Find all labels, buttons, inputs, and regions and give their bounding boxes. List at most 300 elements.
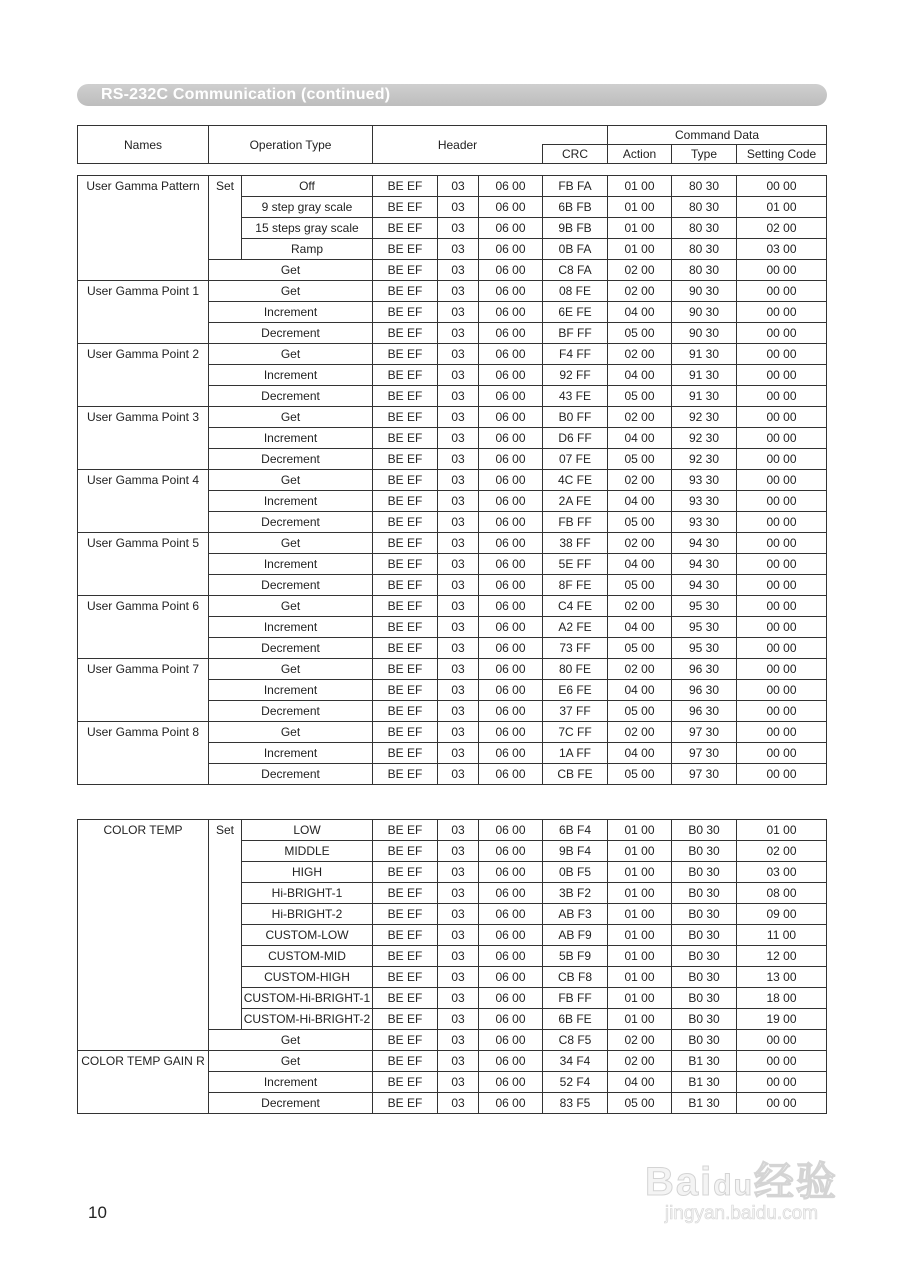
header-byte-2: 03 xyxy=(438,575,479,596)
operation: Increment xyxy=(209,743,373,764)
header-byte-1: BE EF xyxy=(373,323,438,344)
type: 93 30 xyxy=(672,512,737,533)
header-byte-1: BE EF xyxy=(373,344,438,365)
crc: 0B FA xyxy=(543,239,608,260)
type: 92 30 xyxy=(672,428,737,449)
header-byte-3: 06 00 xyxy=(479,575,543,596)
action: 05 00 xyxy=(608,323,672,344)
type: 94 30 xyxy=(672,554,737,575)
crc: C8 FA xyxy=(543,260,608,281)
setting-code: 00 00 xyxy=(737,365,827,386)
operation: Increment xyxy=(209,302,373,323)
type: B1 30 xyxy=(672,1072,737,1093)
type: B0 30 xyxy=(672,862,737,883)
type: 92 30 xyxy=(672,407,737,428)
setting-code: 08 00 xyxy=(737,883,827,904)
operation: Decrement xyxy=(209,449,373,470)
header-byte-3: 06 00 xyxy=(479,1072,543,1093)
header-byte-1: BE EF xyxy=(373,281,438,302)
header-byte-1: BE EF xyxy=(373,365,438,386)
header-byte-1: BE EF xyxy=(373,491,438,512)
header-byte-3: 06 00 xyxy=(479,638,543,659)
header-byte-1: BE EF xyxy=(373,449,438,470)
crc: A2 FE xyxy=(543,617,608,638)
baidu-watermark: Baidu经验 jingyan.baidu.com xyxy=(645,1160,838,1224)
operation: Hi-BRIGHT-2 xyxy=(242,904,373,925)
type: 80 30 xyxy=(672,260,737,281)
setting-code: 00 00 xyxy=(737,596,827,617)
header-byte-3: 06 00 xyxy=(479,386,543,407)
setting-code: 00 00 xyxy=(737,722,827,743)
operation: Decrement xyxy=(209,1093,373,1114)
setting-code: 00 00 xyxy=(737,323,827,344)
setting-code: 00 00 xyxy=(737,281,827,302)
header-byte-3: 06 00 xyxy=(479,1030,543,1051)
crc: 5E FF xyxy=(543,554,608,575)
action: 01 00 xyxy=(608,883,672,904)
table-row xyxy=(78,344,827,365)
header-byte-1: BE EF xyxy=(373,512,438,533)
command-name: User Gamma Point 7 xyxy=(78,659,209,722)
header-byte-2: 03 xyxy=(438,659,479,680)
header-byte-2: 03 xyxy=(438,1072,479,1093)
operation: Decrement xyxy=(209,323,373,344)
operation: Get xyxy=(209,596,373,617)
section-title-banner xyxy=(77,84,827,106)
setting-code: 00 00 xyxy=(737,1093,827,1114)
header-byte-3: 06 00 xyxy=(479,1009,543,1030)
header-byte-1: BE EF xyxy=(373,302,438,323)
header-byte-1: BE EF xyxy=(373,946,438,967)
header-byte-1: BE EF xyxy=(373,1093,438,1114)
operation: Increment xyxy=(209,365,373,386)
action: 01 00 xyxy=(608,925,672,946)
operation: Increment xyxy=(209,428,373,449)
header-byte-3: 06 00 xyxy=(479,820,543,841)
header-byte-2: 03 xyxy=(438,491,479,512)
header-byte-3: 06 00 xyxy=(479,344,543,365)
header-byte-2: 03 xyxy=(438,365,479,386)
header-byte-3: 06 00 xyxy=(479,218,543,239)
set-label: Set xyxy=(209,176,242,260)
type: 95 30 xyxy=(672,638,737,659)
command-name: User Gamma Point 3 xyxy=(78,407,209,470)
operation: Get xyxy=(209,533,373,554)
setting-code: 19 00 xyxy=(737,1009,827,1030)
header-byte-1: BE EF xyxy=(373,470,438,491)
operation: Increment xyxy=(209,617,373,638)
header-byte-1: BE EF xyxy=(373,260,438,281)
command-name: User Gamma Pattern xyxy=(78,176,209,281)
header-byte-2: 03 xyxy=(438,638,479,659)
header-byte-1: BE EF xyxy=(373,862,438,883)
action: 01 00 xyxy=(608,176,672,197)
operation: 15 steps gray scale xyxy=(242,218,373,239)
setting-code: 00 00 xyxy=(737,302,827,323)
header-byte-1: BE EF xyxy=(373,197,438,218)
crc: 08 FE xyxy=(543,281,608,302)
header-byte-2: 03 xyxy=(438,925,479,946)
col-type: Type xyxy=(672,145,737,164)
header-byte-1: BE EF xyxy=(373,988,438,1009)
setting-code: 00 00 xyxy=(737,491,827,512)
header-byte-1: BE EF xyxy=(373,407,438,428)
crc: CB F8 xyxy=(543,967,608,988)
header-byte-2: 03 xyxy=(438,512,479,533)
setting-code: 01 00 xyxy=(737,197,827,218)
header-byte-3: 06 00 xyxy=(479,680,543,701)
crc: 9B FB xyxy=(543,218,608,239)
setting-code: 00 00 xyxy=(737,680,827,701)
header-byte-3: 06 00 xyxy=(479,988,543,1009)
set-label: Set xyxy=(209,820,242,1030)
header-byte-3: 06 00 xyxy=(479,239,543,260)
type: 90 30 xyxy=(672,302,737,323)
action: 02 00 xyxy=(608,407,672,428)
action: 01 00 xyxy=(608,967,672,988)
crc: 73 FF xyxy=(543,638,608,659)
command-name: COLOR TEMP xyxy=(78,820,209,1051)
crc: D6 FF xyxy=(543,428,608,449)
crc: 34 F4 xyxy=(543,1051,608,1072)
col-command-data: Command Data xyxy=(608,126,827,145)
type: 96 30 xyxy=(672,680,737,701)
operation: Decrement xyxy=(209,512,373,533)
header-byte-3: 06 00 xyxy=(479,512,543,533)
operation: Increment xyxy=(209,680,373,701)
type: B1 30 xyxy=(672,1051,737,1072)
crc: 9B F4 xyxy=(543,841,608,862)
header-byte-1: BE EF xyxy=(373,659,438,680)
crc: 8F FE xyxy=(543,575,608,596)
crc: 43 FE xyxy=(543,386,608,407)
setting-code: 01 00 xyxy=(737,820,827,841)
header-byte-2: 03 xyxy=(438,820,479,841)
action: 04 00 xyxy=(608,365,672,386)
header-byte-1: BE EF xyxy=(373,1051,438,1072)
header-byte-1: BE EF xyxy=(373,596,438,617)
crc: 1A FF xyxy=(543,743,608,764)
header-byte-3: 06 00 xyxy=(479,701,543,722)
action: 05 00 xyxy=(608,449,672,470)
header-byte-1: BE EF xyxy=(373,743,438,764)
crc: AB F3 xyxy=(543,904,608,925)
action: 05 00 xyxy=(608,1093,672,1114)
operation: CUSTOM-Hi-BRIGHT-1 xyxy=(242,988,373,1009)
setting-code: 00 00 xyxy=(737,575,827,596)
header-byte-3: 06 00 xyxy=(479,323,543,344)
type: B1 30 xyxy=(672,1093,737,1114)
header-byte-1: BE EF xyxy=(373,575,438,596)
action: 02 00 xyxy=(608,260,672,281)
table-row xyxy=(78,407,827,428)
header-byte-3: 06 00 xyxy=(479,197,543,218)
action: 02 00 xyxy=(608,659,672,680)
crc: E6 FE xyxy=(543,680,608,701)
header-byte-2: 03 xyxy=(438,701,479,722)
operation: CUSTOM-HIGH xyxy=(242,967,373,988)
header-byte-1: BE EF xyxy=(373,533,438,554)
type: B0 30 xyxy=(672,841,737,862)
crc: F4 FF xyxy=(543,344,608,365)
header-byte-1: BE EF xyxy=(373,386,438,407)
table-row xyxy=(78,281,827,302)
type: 97 30 xyxy=(672,764,737,785)
crc: 92 FF xyxy=(543,365,608,386)
type: 95 30 xyxy=(672,617,737,638)
setting-code: 18 00 xyxy=(737,988,827,1009)
type: 96 30 xyxy=(672,659,737,680)
header-byte-2: 03 xyxy=(438,680,479,701)
type: 91 30 xyxy=(672,344,737,365)
header-byte-3: 06 00 xyxy=(479,904,543,925)
action: 01 00 xyxy=(608,239,672,260)
setting-code: 00 00 xyxy=(737,428,827,449)
command-name: COLOR TEMP GAIN R xyxy=(78,1051,209,1114)
action: 04 00 xyxy=(608,617,672,638)
header-byte-3: 06 00 xyxy=(479,722,543,743)
operation: CUSTOM-Hi-BRIGHT-2 xyxy=(242,1009,373,1030)
command-name: User Gamma Point 2 xyxy=(78,344,209,407)
operation: LOW xyxy=(242,820,373,841)
setting-code: 03 00 xyxy=(737,862,827,883)
header-byte-1: BE EF xyxy=(373,1072,438,1093)
table-row xyxy=(78,596,827,617)
crc: 5B F9 xyxy=(543,946,608,967)
header-byte-3: 06 00 xyxy=(479,862,543,883)
operation: 9 step gray scale xyxy=(242,197,373,218)
operation: Increment xyxy=(209,1072,373,1093)
type: B0 30 xyxy=(672,1009,737,1030)
header-byte-3: 06 00 xyxy=(479,743,543,764)
setting-code: 00 00 xyxy=(737,512,827,533)
type: 93 30 xyxy=(672,491,737,512)
header-byte-1: BE EF xyxy=(373,239,438,260)
header-byte-3: 06 00 xyxy=(479,407,543,428)
action: 01 00 xyxy=(608,841,672,862)
crc: 0B F5 xyxy=(543,862,608,883)
header-byte-3: 06 00 xyxy=(479,841,543,862)
crc: 2A FE xyxy=(543,491,608,512)
column-header-table xyxy=(77,125,827,164)
header-byte-2: 03 xyxy=(438,470,479,491)
setting-code: 03 00 xyxy=(737,239,827,260)
crc: 37 FF xyxy=(543,701,608,722)
action: 04 00 xyxy=(608,302,672,323)
header-byte-3: 06 00 xyxy=(479,554,543,575)
action: 01 00 xyxy=(608,988,672,1009)
header-byte-2: 03 xyxy=(438,841,479,862)
header-byte-2: 03 xyxy=(438,1030,479,1051)
header-byte-3: 06 00 xyxy=(479,596,543,617)
col-names: Names xyxy=(78,126,209,164)
header-byte-2: 03 xyxy=(438,218,479,239)
header-byte-2: 03 xyxy=(438,407,479,428)
table-row xyxy=(78,533,827,554)
header-byte-1: BE EF xyxy=(373,967,438,988)
setting-code: 00 00 xyxy=(737,701,827,722)
operation: Off xyxy=(242,176,373,197)
operation: Decrement xyxy=(209,701,373,722)
crc: 52 F4 xyxy=(543,1072,608,1093)
header-byte-3: 06 00 xyxy=(479,1093,543,1114)
crc: 38 FF xyxy=(543,533,608,554)
header-byte-2: 03 xyxy=(438,386,479,407)
header-byte-1: BE EF xyxy=(373,841,438,862)
operation: Decrement xyxy=(209,638,373,659)
crc: 6E FE xyxy=(543,302,608,323)
operation: Decrement xyxy=(209,764,373,785)
header-byte-2: 03 xyxy=(438,554,479,575)
table-row xyxy=(78,659,827,680)
header-byte-2: 03 xyxy=(438,428,479,449)
header-byte-3: 06 00 xyxy=(479,302,543,323)
type: B0 30 xyxy=(672,967,737,988)
action: 04 00 xyxy=(608,428,672,449)
header-byte-1: BE EF xyxy=(373,176,438,197)
crc: 80 FE xyxy=(543,659,608,680)
command-name: User Gamma Point 6 xyxy=(78,596,209,659)
operation: Get xyxy=(209,344,373,365)
header-byte-2: 03 xyxy=(438,988,479,1009)
header-byte-2: 03 xyxy=(438,176,479,197)
crc: BF FF xyxy=(543,323,608,344)
header-byte-2: 03 xyxy=(438,764,479,785)
header-byte-3: 06 00 xyxy=(479,659,543,680)
setting-code: 00 00 xyxy=(737,638,827,659)
crc: 6B FB xyxy=(543,197,608,218)
header-byte-1: BE EF xyxy=(373,904,438,925)
action: 02 00 xyxy=(608,470,672,491)
type: 91 30 xyxy=(672,386,737,407)
header-byte-1: BE EF xyxy=(373,722,438,743)
operation: Ramp xyxy=(242,239,373,260)
type: 96 30 xyxy=(672,701,737,722)
header-byte-2: 03 xyxy=(438,904,479,925)
section-title: RS-232C Communication (continued) xyxy=(101,86,391,103)
crc: FB FF xyxy=(543,512,608,533)
operation: Get xyxy=(209,722,373,743)
type: 90 30 xyxy=(672,281,737,302)
setting-code: 00 00 xyxy=(737,176,827,197)
header-byte-2: 03 xyxy=(438,722,479,743)
action: 02 00 xyxy=(608,1030,672,1051)
type: 94 30 xyxy=(672,575,737,596)
operation: Get xyxy=(209,659,373,680)
setting-code: 00 00 xyxy=(737,1030,827,1051)
type: B0 30 xyxy=(672,820,737,841)
operation: CUSTOM-LOW xyxy=(242,925,373,946)
header-byte-3: 06 00 xyxy=(479,176,543,197)
operation: Get xyxy=(209,281,373,302)
crc: C8 F5 xyxy=(543,1030,608,1051)
header-byte-2: 03 xyxy=(438,533,479,554)
action: 01 00 xyxy=(608,862,672,883)
type: 92 30 xyxy=(672,449,737,470)
header-byte-2: 03 xyxy=(438,281,479,302)
setting-code: 09 00 xyxy=(737,904,827,925)
header-byte-2: 03 xyxy=(438,946,479,967)
crc: FB FF xyxy=(543,988,608,1009)
col-header: Header xyxy=(373,126,543,164)
header-byte-3: 06 00 xyxy=(479,428,543,449)
type: 95 30 xyxy=(672,596,737,617)
table-row xyxy=(78,722,827,743)
type: B0 30 xyxy=(672,925,737,946)
command-name: User Gamma Point 8 xyxy=(78,722,209,785)
header-byte-1: BE EF xyxy=(373,820,438,841)
setting-code: 00 00 xyxy=(737,764,827,785)
header-byte-1: BE EF xyxy=(373,1030,438,1051)
crc: 83 F5 xyxy=(543,1093,608,1114)
action: 04 00 xyxy=(608,680,672,701)
header-byte-1: BE EF xyxy=(373,764,438,785)
header-byte-2: 03 xyxy=(438,344,479,365)
header-byte-3: 06 00 xyxy=(479,491,543,512)
table-row xyxy=(78,470,827,491)
crc: 7C FF xyxy=(543,722,608,743)
header-byte-3: 06 00 xyxy=(479,281,543,302)
action: 05 00 xyxy=(608,638,672,659)
action: 05 00 xyxy=(608,764,672,785)
action: 02 00 xyxy=(608,596,672,617)
action: 02 00 xyxy=(608,1051,672,1072)
setting-code: 00 00 xyxy=(737,344,827,365)
col-crc: CRC xyxy=(543,145,608,164)
setting-code: 00 00 xyxy=(737,449,827,470)
header-byte-3: 06 00 xyxy=(479,365,543,386)
action: 02 00 xyxy=(608,344,672,365)
type: 91 30 xyxy=(672,365,737,386)
action: 05 00 xyxy=(608,701,672,722)
command-table-color-temp xyxy=(77,819,827,1114)
header-byte-2: 03 xyxy=(438,197,479,218)
crc: 6B FE xyxy=(543,1009,608,1030)
header-byte-3: 06 00 xyxy=(479,883,543,904)
header-byte-2: 03 xyxy=(438,1009,479,1030)
header-byte-2: 03 xyxy=(438,617,479,638)
crc: 4C FE xyxy=(543,470,608,491)
crc: C4 FE xyxy=(543,596,608,617)
page-number: 10 xyxy=(88,1203,107,1222)
header-byte-1: BE EF xyxy=(373,428,438,449)
setting-code: 00 00 xyxy=(737,386,827,407)
col-action: Action xyxy=(608,145,672,164)
header-byte-3: 06 00 xyxy=(479,617,543,638)
header-byte-1: BE EF xyxy=(373,617,438,638)
type: 80 30 xyxy=(672,176,737,197)
header-byte-1: BE EF xyxy=(373,638,438,659)
table-row xyxy=(78,176,827,197)
header-byte-3: 06 00 xyxy=(479,449,543,470)
crc: 07 FE xyxy=(543,449,608,470)
header-byte-1: BE EF xyxy=(373,1009,438,1030)
operation: Increment xyxy=(209,491,373,512)
command-name: User Gamma Point 4 xyxy=(78,470,209,533)
setting-code: 00 00 xyxy=(737,554,827,575)
setting-code: 00 00 xyxy=(737,470,827,491)
setting-code: 13 00 xyxy=(737,967,827,988)
header-byte-3: 06 00 xyxy=(479,946,543,967)
action: 02 00 xyxy=(608,533,672,554)
operation: Decrement xyxy=(209,386,373,407)
type: B0 30 xyxy=(672,988,737,1009)
crc: CB FE xyxy=(543,764,608,785)
type: 97 30 xyxy=(672,743,737,764)
setting-code: 00 00 xyxy=(737,533,827,554)
type: B0 30 xyxy=(672,1030,737,1051)
col-setting-code: Setting Code xyxy=(737,145,827,164)
